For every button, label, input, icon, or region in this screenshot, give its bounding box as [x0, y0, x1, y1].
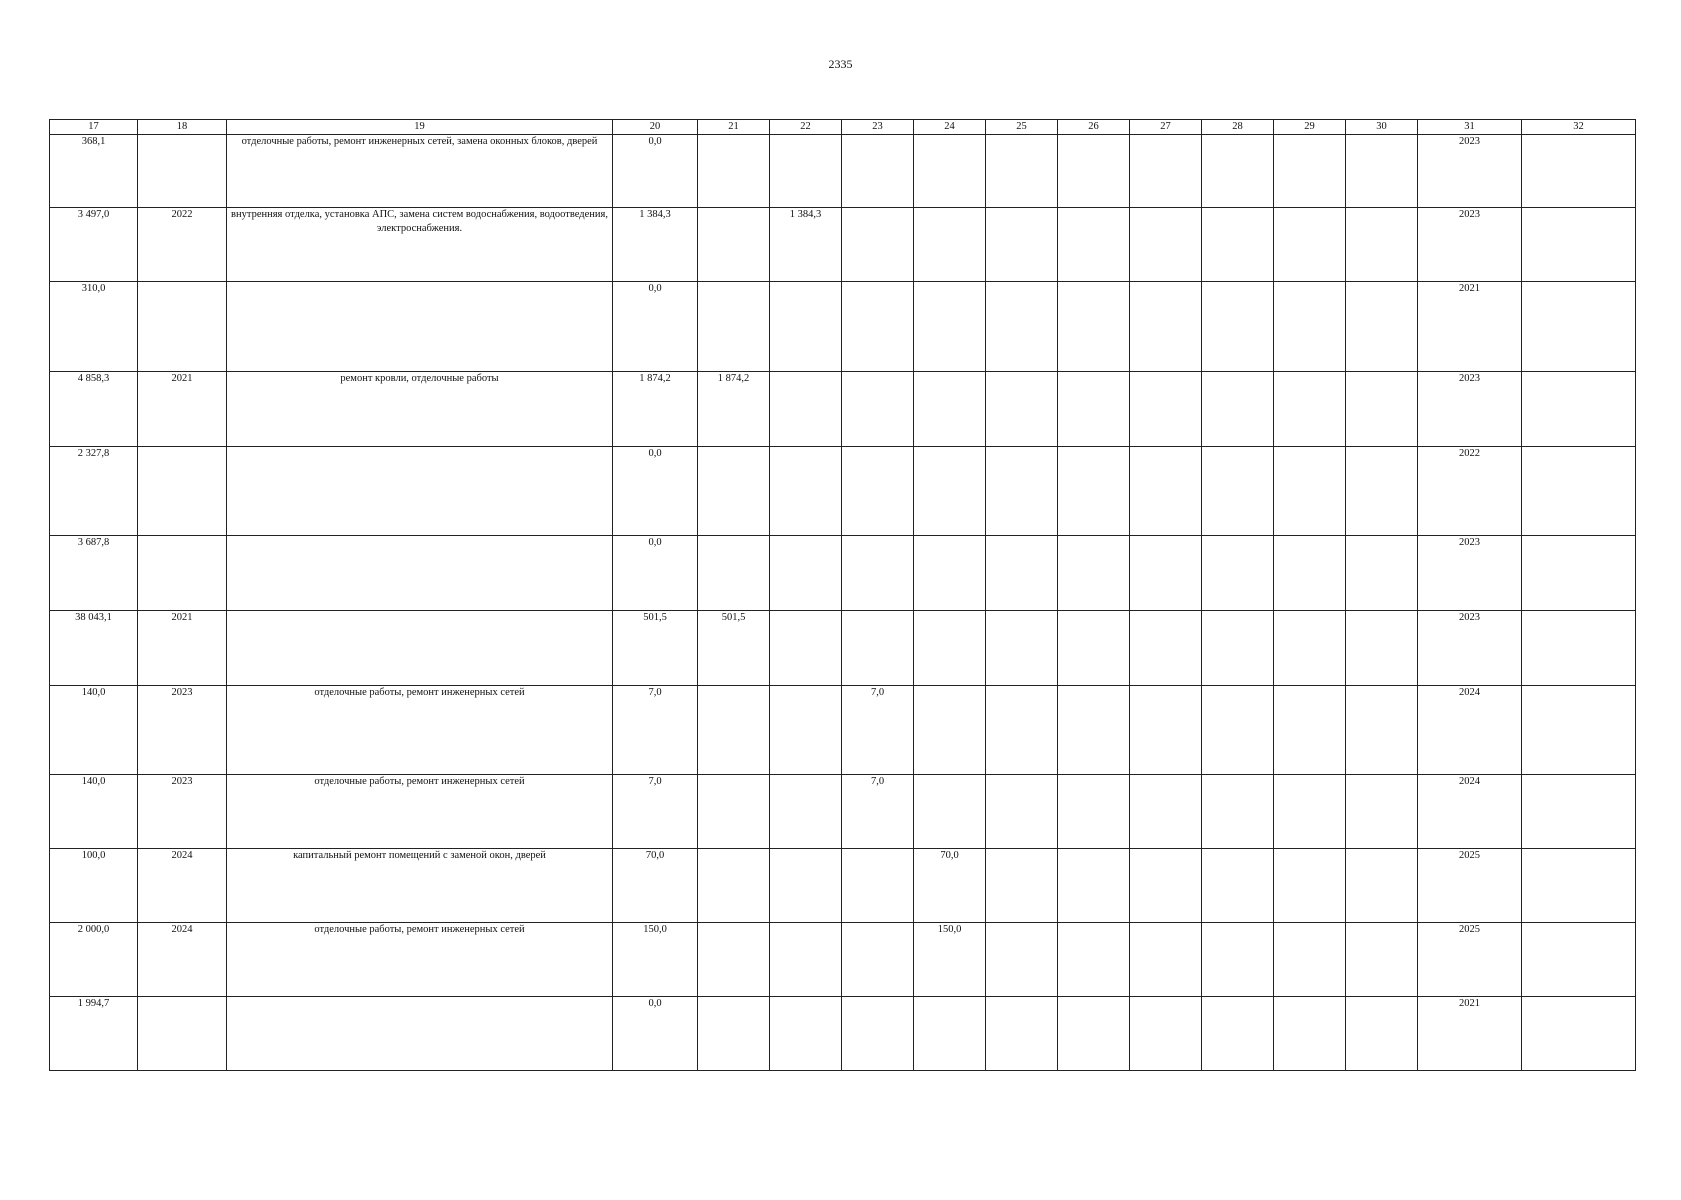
column-header: 21: [698, 120, 770, 135]
cell-29: [1274, 923, 1346, 997]
cell-22: [770, 536, 842, 611]
cell-25: [986, 775, 1058, 849]
cell-20: 7,0: [613, 686, 698, 775]
cell-19: отделочные работы, ремонт инженерных сетей: [227, 686, 613, 775]
cell-26: [1058, 135, 1130, 208]
cell-29: [1274, 447, 1346, 536]
cell-30: [1346, 282, 1418, 372]
cell-30: [1346, 447, 1418, 536]
cell-31: 2024: [1418, 775, 1522, 849]
cell-23: [842, 923, 914, 997]
cell-24: [914, 447, 986, 536]
cell-28: [1202, 611, 1274, 686]
cell-28: [1202, 135, 1274, 208]
cell-32: [1522, 923, 1636, 997]
cell-31: 2023: [1418, 536, 1522, 611]
cell-30: [1346, 686, 1418, 775]
cell-31: 2024: [1418, 686, 1522, 775]
cell-27: [1130, 923, 1202, 997]
cell-26: [1058, 849, 1130, 923]
table-row: [50, 282, 1636, 372]
cell-27: [1130, 372, 1202, 447]
cell-22: [770, 372, 842, 447]
cell-31: 2021: [1418, 997, 1522, 1071]
cell-30: [1346, 536, 1418, 611]
cell-27: [1130, 611, 1202, 686]
cell-30: [1346, 849, 1418, 923]
cell-25: [986, 611, 1058, 686]
cell-27: [1130, 135, 1202, 208]
cell-25: [986, 686, 1058, 775]
cell-25: [986, 536, 1058, 611]
cell-18: 2023: [138, 686, 227, 775]
cell-31: 2023: [1418, 372, 1522, 447]
cell-17: 100,0: [50, 849, 138, 923]
cell-29: [1274, 536, 1346, 611]
column-header: 32: [1522, 120, 1636, 135]
cell-23: [842, 536, 914, 611]
cell-27: [1130, 997, 1202, 1071]
header-row: [50, 120, 1636, 135]
cell-19: капитальный ремонт помещений с заменой окон, дверей: [227, 849, 613, 923]
cell-23: [842, 282, 914, 372]
cell-21: [698, 849, 770, 923]
cell-21: [698, 447, 770, 536]
cell-26: [1058, 372, 1130, 447]
cell-23: [842, 208, 914, 282]
cell-18: 2024: [138, 923, 227, 997]
column-header: 26: [1058, 120, 1130, 135]
cell-17: 1 994,7: [50, 997, 138, 1071]
cell-25: [986, 372, 1058, 447]
column-header: 28: [1202, 120, 1274, 135]
cell-19: [227, 536, 613, 611]
cell-18: 2024: [138, 849, 227, 923]
cell-21: 501,5: [698, 611, 770, 686]
cell-29: [1274, 372, 1346, 447]
cell-22: [770, 447, 842, 536]
cell-24: [914, 611, 986, 686]
cell-26: [1058, 923, 1130, 997]
table-row: [50, 611, 1636, 686]
cell-21: [698, 536, 770, 611]
cell-24: [914, 536, 986, 611]
cell-18: [138, 447, 227, 536]
page-number: 2335: [828, 57, 853, 71]
cell-17: 3 497,0: [50, 208, 138, 282]
cell-29: [1274, 135, 1346, 208]
table-row: [50, 923, 1636, 997]
cell-26: [1058, 282, 1130, 372]
cell-27: [1130, 536, 1202, 611]
cell-18: [138, 135, 227, 208]
cell-24: [914, 208, 986, 282]
cell-23: [842, 135, 914, 208]
cell-28: [1202, 208, 1274, 282]
cell-25: [986, 447, 1058, 536]
cell-17: 368,1: [50, 135, 138, 208]
cell-31: 2023: [1418, 208, 1522, 282]
table-row: [50, 775, 1636, 849]
cell-22: [770, 849, 842, 923]
cell-25: [986, 997, 1058, 1071]
cell-24: [914, 775, 986, 849]
cell-25: [986, 135, 1058, 208]
cell-28: [1202, 923, 1274, 997]
cell-20: 1 384,3: [613, 208, 698, 282]
cell-20: 0,0: [613, 447, 698, 536]
cell-31: 2025: [1418, 923, 1522, 997]
cell-32: [1522, 135, 1636, 208]
cell-23: [842, 849, 914, 923]
cell-17: 2 000,0: [50, 923, 138, 997]
cell-23: [842, 611, 914, 686]
column-header: 17: [50, 120, 138, 135]
column-header: 22: [770, 120, 842, 135]
cell-32: [1522, 849, 1636, 923]
column-header: 25: [986, 120, 1058, 135]
cell-21: [698, 208, 770, 282]
cell-25: [986, 282, 1058, 372]
cell-19: [227, 282, 613, 372]
column-header: 29: [1274, 120, 1346, 135]
cell-18: 2022: [138, 208, 227, 282]
table-row: [50, 536, 1636, 611]
cell-23: [842, 372, 914, 447]
cell-28: [1202, 536, 1274, 611]
column-header: 19: [227, 120, 613, 135]
cell-20: 70,0: [613, 849, 698, 923]
table-row: [50, 372, 1636, 447]
cell-17: 310,0: [50, 282, 138, 372]
table-row: [50, 997, 1636, 1071]
cell-18: [138, 536, 227, 611]
cell-24: [914, 997, 986, 1071]
cell-21: [698, 686, 770, 775]
cell-19: [227, 447, 613, 536]
cell-20: 0,0: [613, 135, 698, 208]
cell-26: [1058, 447, 1130, 536]
cell-22: 1 384,3: [770, 208, 842, 282]
cell-24: 150,0: [914, 923, 986, 997]
cell-18: 2021: [138, 372, 227, 447]
cell-22: [770, 686, 842, 775]
cell-32: [1522, 372, 1636, 447]
cell-29: [1274, 849, 1346, 923]
cell-17: 140,0: [50, 775, 138, 849]
cell-28: [1202, 775, 1274, 849]
cell-19: отделочные работы, ремонт инженерных сетей: [227, 923, 613, 997]
column-header: 20: [613, 120, 698, 135]
cell-17: 4 858,3: [50, 372, 138, 447]
cell-26: [1058, 536, 1130, 611]
cell-32: [1522, 208, 1636, 282]
cell-26: [1058, 208, 1130, 282]
cell-21: [698, 997, 770, 1071]
cell-23: [842, 997, 914, 1071]
cell-31: 2022: [1418, 447, 1522, 536]
cell-26: [1058, 611, 1130, 686]
cell-24: [914, 686, 986, 775]
cell-29: [1274, 208, 1346, 282]
cell-32: [1522, 282, 1636, 372]
column-header: 18: [138, 120, 227, 135]
cell-20: 150,0: [613, 923, 698, 997]
cell-22: [770, 775, 842, 849]
cell-23: [842, 447, 914, 536]
cell-30: [1346, 997, 1418, 1071]
cell-18: 2023: [138, 775, 227, 849]
table-row: [50, 849, 1636, 923]
cell-29: [1274, 686, 1346, 775]
cell-22: [770, 923, 842, 997]
cell-32: [1522, 536, 1636, 611]
cell-31: 2023: [1418, 611, 1522, 686]
cell-24: [914, 372, 986, 447]
cell-21: [698, 135, 770, 208]
cell-30: [1346, 923, 1418, 997]
table-row: [50, 447, 1636, 536]
cell-27: [1130, 447, 1202, 536]
cell-22: [770, 282, 842, 372]
cell-26: [1058, 775, 1130, 849]
cell-24: [914, 282, 986, 372]
cell-24: [914, 135, 986, 208]
cell-20: 7,0: [613, 775, 698, 849]
cell-21: [698, 282, 770, 372]
cell-28: [1202, 849, 1274, 923]
cell-25: [986, 849, 1058, 923]
table-row: [50, 135, 1636, 208]
column-header: 31: [1418, 120, 1522, 135]
cell-21: 1 874,2: [698, 372, 770, 447]
cell-20: 0,0: [613, 282, 698, 372]
cell-26: [1058, 997, 1130, 1071]
cell-28: [1202, 282, 1274, 372]
cell-30: [1346, 135, 1418, 208]
cell-28: [1202, 447, 1274, 536]
cell-20: 0,0: [613, 536, 698, 611]
cell-30: [1346, 372, 1418, 447]
cell-22: [770, 611, 842, 686]
cell-27: [1130, 282, 1202, 372]
cell-20: 1 874,2: [613, 372, 698, 447]
cell-18: [138, 282, 227, 372]
cell-29: [1274, 282, 1346, 372]
cell-28: [1202, 686, 1274, 775]
cell-25: [986, 208, 1058, 282]
cell-17: 38 043,1: [50, 611, 138, 686]
cell-19: ремонт кровли, отделочные работы: [227, 372, 613, 447]
cell-19: отделочные работы, ремонт инженерных сетей, замена оконных блоков, дверей: [227, 135, 613, 208]
cell-25: [986, 923, 1058, 997]
cell-26: [1058, 686, 1130, 775]
cell-28: [1202, 997, 1274, 1071]
column-header: 24: [914, 120, 986, 135]
cell-29: [1274, 997, 1346, 1071]
cell-28: [1202, 372, 1274, 447]
cell-32: [1522, 775, 1636, 849]
cell-30: [1346, 611, 1418, 686]
cell-30: [1346, 775, 1418, 849]
cell-27: [1130, 686, 1202, 775]
cell-19: [227, 611, 613, 686]
cell-20: 0,0: [613, 997, 698, 1071]
cell-17: 3 687,8: [50, 536, 138, 611]
cell-17: 140,0: [50, 686, 138, 775]
cell-32: [1522, 686, 1636, 775]
cell-22: [770, 135, 842, 208]
cell-29: [1274, 611, 1346, 686]
cell-31: 2023: [1418, 135, 1522, 208]
cell-30: [1346, 208, 1418, 282]
data-table: [49, 119, 1636, 1071]
cell-17: 2 327,8: [50, 447, 138, 536]
cell-21: [698, 923, 770, 997]
cell-32: [1522, 997, 1636, 1071]
column-header: 30: [1346, 120, 1418, 135]
cell-19: внутренняя отделка, установка АПС, замена систем водоснабжения, водоотведения, электроснабжения.: [227, 208, 613, 282]
cell-24: 70,0: [914, 849, 986, 923]
table-row: [50, 208, 1636, 282]
column-header: 27: [1130, 120, 1202, 135]
table-row: [50, 686, 1636, 775]
cell-18: 2021: [138, 611, 227, 686]
cell-32: [1522, 611, 1636, 686]
cell-18: [138, 997, 227, 1071]
cell-22: [770, 997, 842, 1071]
cell-32: [1522, 447, 1636, 536]
column-header: 23: [842, 120, 914, 135]
cell-19: [227, 997, 613, 1071]
cell-31: 2025: [1418, 849, 1522, 923]
cell-19: отделочные работы, ремонт инженерных сетей: [227, 775, 613, 849]
cell-27: [1130, 775, 1202, 849]
cell-31: 2021: [1418, 282, 1522, 372]
cell-27: [1130, 849, 1202, 923]
cell-23: 7,0: [842, 686, 914, 775]
cell-27: [1130, 208, 1202, 282]
cell-23: 7,0: [842, 775, 914, 849]
cell-21: [698, 775, 770, 849]
cell-29: [1274, 775, 1346, 849]
cell-20: 501,5: [613, 611, 698, 686]
